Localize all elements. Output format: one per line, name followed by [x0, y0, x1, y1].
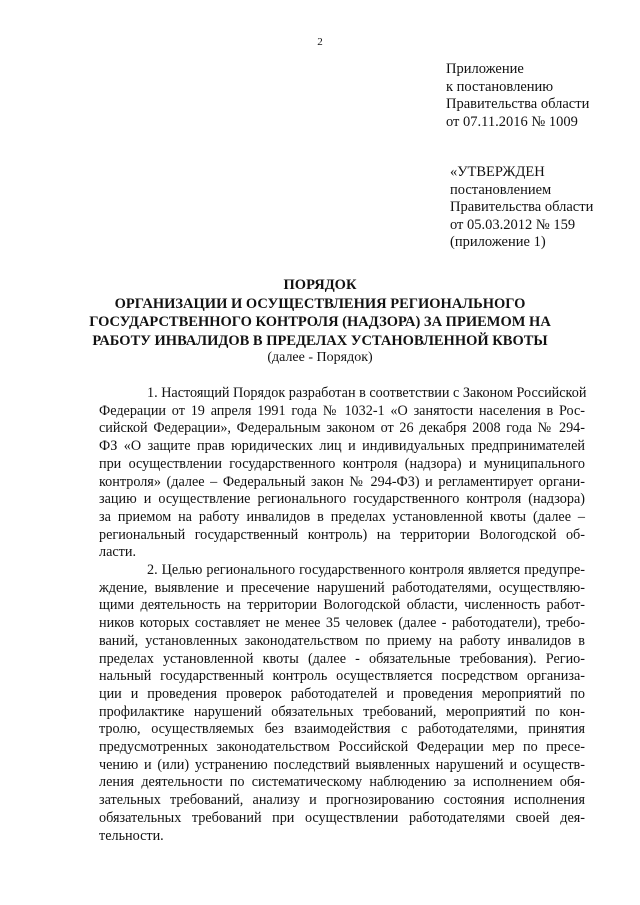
text-line: ции и проведения проверок работодателей и проведения мероприятий по — [99, 685, 585, 702]
text-line: профилактике нарушений обязательных требований, мероприятий по кон- — [99, 703, 585, 720]
text-line: нальный государственный контроль осуществляется посредством организа- — [99, 668, 585, 685]
document-subtitle: (далее - Порядок) — [267, 350, 373, 365]
title-line: ГОСУДАРСТВЕННОГО КОНТРОЛЯ (НАДЗОРА) ЗА ПРИЕМОМ НА — [89, 314, 551, 330]
appendix-line: от 07.11.2016 № 1009 — [446, 113, 578, 130]
text-line: обязательных требований при осуществлении работодателями своей дея- — [99, 809, 585, 826]
text-line: 2. Целью регионального государственного контроля является предупре- — [147, 562, 585, 579]
text-line: ваний, установленных законодательством по приему на работу инвалидов в — [99, 632, 585, 649]
text-line: 1. Настоящий Порядок разработан в соответствии с Законом Российской — [147, 385, 587, 401]
text-line: ласти. — [99, 544, 137, 561]
approved-line: (приложение 1) — [450, 234, 546, 251]
text-line: ждение, выявление и пресечение нарушений работодателями, осуществляю- — [99, 579, 585, 596]
document-title — [0, 276, 640, 350]
text-line: пределах установленной квоты (далее - обязательные требования). Регио- — [99, 650, 585, 667]
paragraph-2 — [99, 562, 585, 845]
body-text — [99, 385, 585, 845]
text-line: Федерации от 19 апреля 1991 года № 1032-1 «О занятости населения в Рос- — [99, 402, 585, 419]
text-line: чению и (или) устранению последствий выявленных нарушений и осуществ- — [99, 756, 585, 773]
text-line: зательных требований, анализу и прогнозированию состояния исполнения — [99, 792, 585, 809]
text-line: контроля» (далее – Федеральный закон № 294-ФЗ) и регламентирует органи- — [99, 473, 585, 490]
title-line: ПОРЯДОК — [283, 277, 357, 293]
title-line: РАБОТУ ИНВАЛИДОВ В ПРЕДЕЛАХ УСТАНОВЛЕННОЙ КВОТЫ — [92, 332, 548, 349]
appendix-block — [446, 61, 589, 131]
text-line: ФЗ «О защите прав юридических лиц и индивидуальных предпринимателей — [99, 438, 585, 455]
text-line: предусмотренных законодательством Российской Федерации мер по пресе- — [99, 739, 585, 756]
text-line: ников которых составляет не менее 35 человек (далее - работодатели), требо- — [99, 615, 585, 632]
approved-line: от 05.03.2012 № 159 — [450, 216, 576, 233]
text-line: региональный государственный контроль) на территории Вологодской об- — [99, 526, 585, 543]
text-line: за приемом на работу инвалидов в пределах установленной квоты (далее – — [99, 508, 585, 525]
text-line: сийской Федерации», Федеральным законом от 26 декабря 2008 года № 294- — [99, 420, 585, 437]
text-line: тельности. — [99, 827, 164, 844]
approved-line: «УТВЕРЖДЕН — [450, 164, 545, 180]
page-number: 2 — [317, 36, 323, 48]
appendix-line: Правительства области — [446, 96, 590, 113]
approved-block — [450, 164, 593, 252]
appendix-line: Приложение — [446, 61, 524, 77]
approved-line: Правительства области — [450, 199, 594, 216]
paragraph-1 — [99, 385, 585, 562]
title-line: ОРГАНИЗАЦИИ И ОСУЩЕСТВЛЕНИЯ РЕГИОНАЛЬНОГО — [114, 295, 526, 312]
approved-line: постановлением — [450, 181, 552, 198]
text-line: щими деятельность на территории Вологодской области, численность работ- — [99, 597, 585, 614]
appendix-line: к постановлению — [446, 78, 554, 95]
text-line: зацию и осуществление регионального государственного контроля (надзора) — [99, 491, 585, 508]
text-line: при осуществлении государственного контроля (надзора) и муниципального — [99, 455, 585, 472]
text-line: ления деятельности по систематическому наблюдению за исполнением обя- — [99, 774, 585, 791]
text-line: тролю, осуществляемых без взаимодействия с работодателями, принятия — [99, 721, 585, 738]
